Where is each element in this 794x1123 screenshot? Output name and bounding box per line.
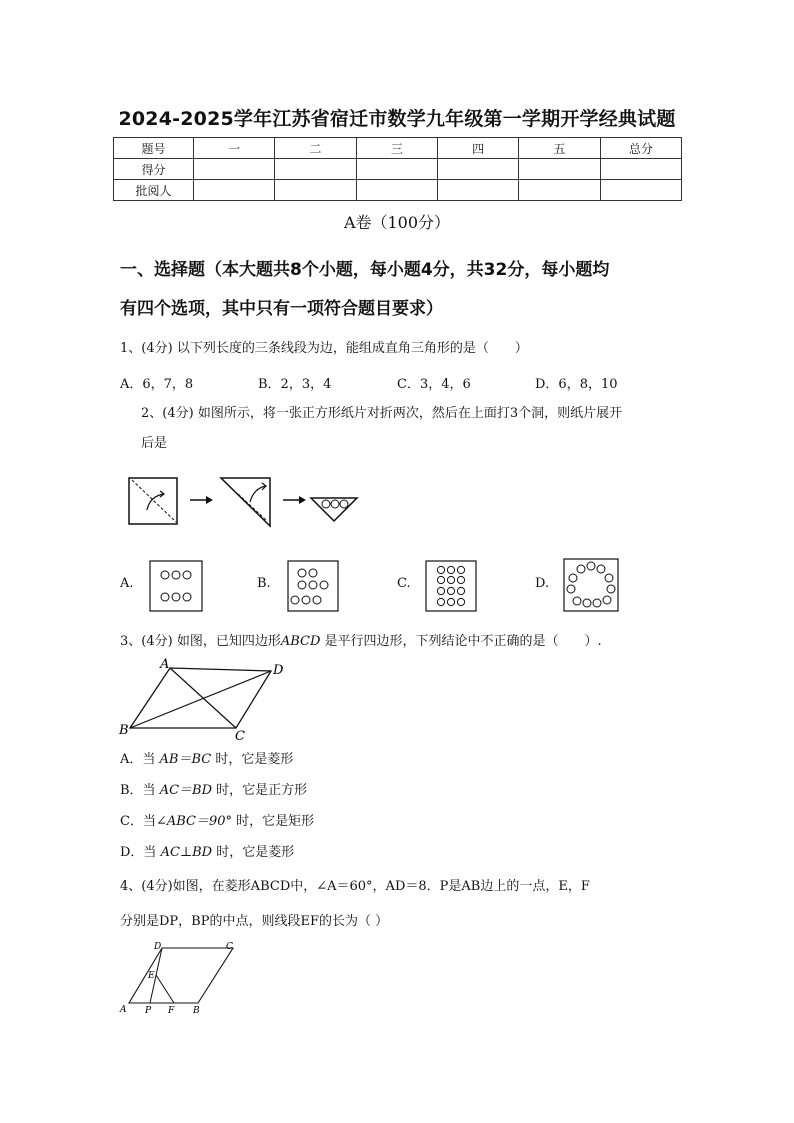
hole-icon [340, 500, 348, 508]
score-cell [600, 180, 681, 201]
vertex-label-c: C [235, 729, 245, 742]
segment-ef [156, 975, 174, 1003]
q3-stem: 3、(4分) 如图，已知四边形ABCD 是平行四边形，下列结论中不正确的是（ ）. [120, 634, 602, 649]
score-table-header-row [114, 138, 682, 159]
right-arrowhead-icon [299, 496, 306, 504]
score-cell [275, 159, 356, 180]
vertex-label-d: D [154, 942, 162, 952]
folding-square [129, 478, 177, 524]
score-cell [437, 159, 518, 180]
q2-option-d-label: D. [535, 576, 550, 591]
score-cell [437, 180, 518, 201]
score-table [113, 137, 682, 201]
q1-option-b: B．2，3，4 [258, 377, 332, 392]
q2-folding-figure [120, 470, 370, 530]
right-arrowhead-icon [206, 496, 213, 504]
score-header-cell: 总分 [600, 138, 681, 159]
q2-stem-line1: 2、(4分) 如图所示，将一张正方形纸片对折两次，然后在上面打3个洞，则纸片展开 [141, 406, 623, 421]
score-header-cell: 五 [519, 138, 600, 159]
q4-stem-line2: 分别是DP，BP的中点，则线段EF的长为（ ） [120, 914, 389, 929]
rhombus-abcd [129, 948, 233, 1003]
q2-option-b-figure [287, 560, 339, 612]
vertex-label-b: B [119, 723, 129, 738]
folded-triangle [221, 478, 270, 526]
q4-stem-line1: 4、(4分)如图，在菱形ABCD中，∠A＝60°，AD＝8．P是AB边上的一点，E，F [120, 879, 590, 894]
score-row-label: 批阅人 [114, 180, 194, 201]
q3-parallelogram-figure [118, 656, 288, 742]
vertex-label-a: A [160, 657, 170, 672]
q3-option-b: B．当 AC＝BD 时，它是正方形 [120, 783, 308, 798]
score-cell [194, 180, 275, 201]
point-label-e: E [148, 971, 155, 981]
small-triangle [311, 498, 357, 521]
q1-stem: 1、(4分) 以下列长度的三条线段为边，能组成直角三角形的是（ ） [120, 341, 528, 356]
q2-option-c-label: C. [397, 576, 411, 591]
point-label-f: F [168, 1006, 175, 1016]
section1-heading-line1: 一、选择题（本大题共8个小题，每小题4分，共32分，每小题均 [120, 260, 610, 280]
score-cell [356, 159, 437, 180]
hole-icon [322, 500, 330, 508]
q2-stem-line2: 后是 [141, 436, 168, 451]
q3-option-a: A．当 AB＝BC 时，它是菱形 [120, 752, 294, 767]
score-cell [519, 180, 600, 201]
fold-line [132, 480, 176, 522]
vertex-label-d: D [273, 663, 284, 678]
score-header-cell: 题号 [114, 138, 194, 159]
diagonal-bd [130, 671, 271, 728]
q2-option-a-label: A. [120, 576, 134, 591]
exam-title: 2024-2025学年江苏省宿迁市数学九年级第一学期开学经典试题 [118, 108, 676, 130]
vertex-label-b: B [193, 1006, 200, 1016]
score-cell [356, 180, 437, 201]
hole-icon [331, 500, 339, 508]
vertex-label-c: C [226, 942, 233, 952]
q4-rhombus-figure [116, 938, 246, 1018]
paper-a-heading: A卷（100分） [343, 213, 451, 232]
score-header-cell: 一 [194, 138, 275, 159]
score-cell [275, 180, 356, 201]
point-label-p: P [145, 1006, 152, 1016]
score-table-row [114, 180, 682, 201]
q3-option-d: D．当 AC⊥BD 时，它是菱形 [120, 845, 295, 860]
q1-option-a: A．6，7，8 [120, 377, 194, 392]
score-cell [600, 159, 681, 180]
score-cell [194, 159, 275, 180]
q1-option-c: C．3，4，6 [397, 377, 471, 392]
vertex-label-a: A [120, 1005, 127, 1015]
score-header-cell: 二 [275, 138, 356, 159]
q3-option-c: C．当∠ABC＝90° 时，它是矩形 [120, 814, 315, 829]
score-header-cell: 三 [356, 138, 437, 159]
score-header-cell: 四 [437, 138, 518, 159]
q1-option-d: D．6，8，10 [535, 377, 618, 392]
score-table-row [114, 159, 682, 180]
section1-heading-line2: 有四个选项，其中只有一项符合题目要求） [120, 299, 443, 319]
q2-option-c-figure [425, 560, 477, 612]
score-row-label: 得分 [114, 159, 194, 180]
score-cell [519, 159, 600, 180]
q2-option-b-label: B. [257, 576, 271, 591]
q2-option-a-figure [149, 560, 203, 612]
q2-option-d-figure [563, 558, 619, 612]
